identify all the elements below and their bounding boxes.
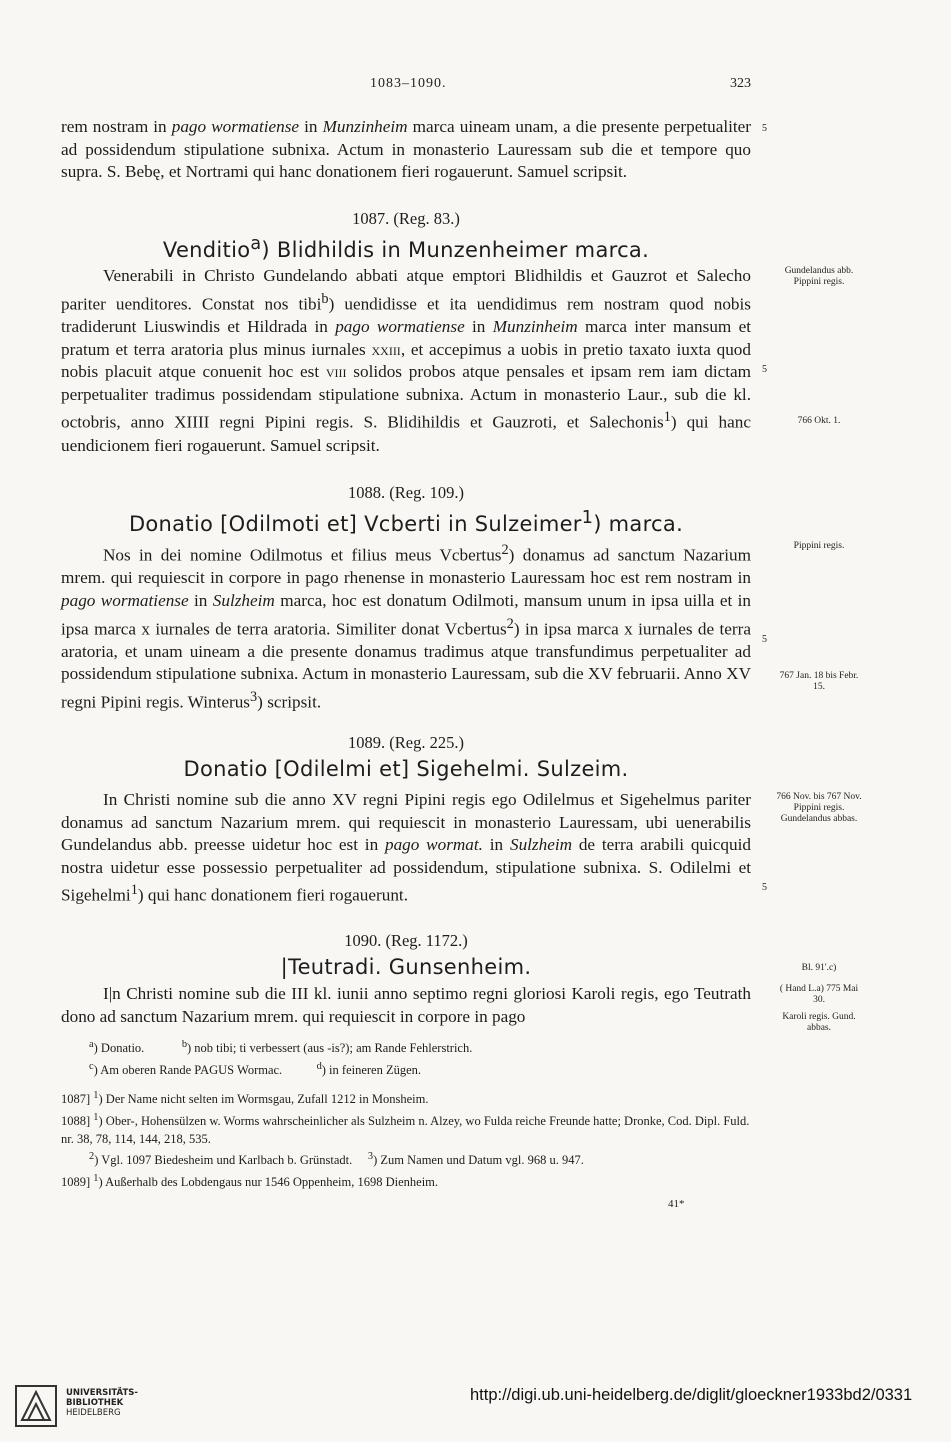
margin-note: Bl. 91'.c) xyxy=(801,963,837,973)
section-1089-body xyxy=(61,789,751,908)
margin-note: 766 Okt. 1. xyxy=(797,416,841,426)
section-1087-title: Venditio$^a$) Blidhildis in Munzenheimer marca. xyxy=(162,234,650,262)
section-1088-text: Nos in dei nomine Odilmotus et filius meus Vcbertus$^2$) donamus ad sanctum Nazarium mrem. qui requiescit in corpore in pago rhenense in monasterio Lauressam hoc est rem nostram in pago wormatiense in Sulzheim marca, hoc est donatum Odilmoti, mansum unum in ipsa uilla et in ipsa marca x iurnales de terra aratoria. Similiter donat Vcbertus$^2$) in ipsa marca x iurnales de terra aratoria, et unam uineam a die presente donamus tradimus atque transfundimus perpetualiter ad possidendum stipulatione subnixa. Actum in monasterio Lauressam, sub die XV februarii. Anno XV regni Pipini regis. Winterus$^3$) scripsit. xyxy=(61,542,751,712)
signature-mark: 41* xyxy=(668,1198,685,1210)
university-seal-icon xyxy=(14,1384,58,1428)
section-1087-body xyxy=(61,265,751,457)
section-1090-title: |Teutradi. Gunsenheim. xyxy=(280,955,532,979)
intro-paragraph xyxy=(61,116,751,184)
footnote-ab: $^a$) Donatio. $^b$) nob tibi; ti verbessert (aus -is?); am Rande Fehlerstrich. xyxy=(89,1039,473,1056)
section-1089-title: Donatio [Odilelmi et] Sigehelmi. Sulzeim. xyxy=(183,757,629,781)
footnote-1088-2: $^2$) Vgl. 1097 Biedesheim und Karlbach b. Grünstadt. $^3$) Zum Namen und Datum vgl. 968 u. 947. xyxy=(89,1151,584,1168)
section-1087-text: Venerabili in Christo Gundelando abbati atque emptori Blidhildis et Gauzrot et Salecho pariter uenditores. Constat nos tibi$^b$) uendidisse et ita uendidimus rem nostram quod nobis tradiderunt Liuswindis et Hildrada in pago wormatiense in Munzinheim marca inter mansum et pratum et terra aratoria plus minus iurnales xxiii, et accepimus a uobis in pretio taxato iuxta quod nobis placuit atque conuenit hoc est viii solidos probos atque pensales et ipsam rem iam dictam perpetualiter tradimus possidendam stipulatione subnixa. Actum in monasterio Laur., sub die kl. octobris, anno XIIII regni Pipini regis. S. Blidihildis et Gauzroti, et Salechonis$^1$) qui hanc uendicionem fieri rogauerunt. Samuel scripsit. xyxy=(61,266,752,455)
source-url-link[interactable]: http://digi.ub.uni-heidelberg.de/diglit/gloeckner1933bd2/0331 xyxy=(470,1386,913,1404)
line-marker: 5 xyxy=(762,123,767,134)
line-marker: 5 xyxy=(762,364,767,375)
line-marker: 5 xyxy=(762,882,767,893)
footnotes xyxy=(61,1036,751,1191)
section-1087-number: 1087. (Reg. 83.) xyxy=(352,209,460,228)
margin-note: ( Hand L.a) 775 Mai 30. xyxy=(779,984,859,1005)
section-1089-number: 1089. (Reg. 225.) xyxy=(348,733,464,752)
section-1088-title: Donatio [Odilmoti et] Vcberti in Sulzeimer$^1$) marca. xyxy=(128,508,684,536)
footnote-1088-1: 1088] $^1$) Ober-, Hohensülzen w. Worms wahrscheinlicher als Sulzheim n. Alzey, wo Fulda reiche Freunde hatte; Dronke, Cod. Dipl. Fuld. nr. 38, 78, 114, 144, 218, 535. xyxy=(61,1111,750,1146)
footnote-cd: $^c$) Am oberen Rande PAGUS Wormac. $^d$) in feineren Zügen. xyxy=(89,1060,422,1077)
section-1090-body xyxy=(61,983,751,1028)
margin-note: 767 Jan. 18 bis Febr. 15. xyxy=(779,671,859,692)
margin-note: Gundelandus abb. Pippini regis. xyxy=(784,266,854,287)
section-1090-number: 1090. (Reg. 1172.) xyxy=(344,931,468,950)
line-marker: 5 xyxy=(762,634,767,645)
margin-note: 766 Nov. bis 767 Nov. Pippini regis. Gundelandus abbas. xyxy=(776,792,862,824)
section-1090-text: I|n Christi nomine sub die III kl. iunii anno septimo regni gloriosi Karoli regis, ego Teutrath dono ad sanctum Nazarium mrem. qui requiescit in corpore in pago xyxy=(61,984,751,1026)
footnote-1087: 1087] $^1$) Der Name nicht selten im Wormsgau, Zufall 1212 in Monsheim. xyxy=(61,1090,429,1107)
footnote-1089: 1089] $^1$) Außerhalb des Lobdengaus nur 1546 Oppenheim, 1698 Dienheim. xyxy=(61,1172,439,1189)
library-name: UNIVERSITÄTS- BIBLIOTHEK HEIDELBERG xyxy=(66,1388,138,1418)
page-number: 323 xyxy=(730,76,751,91)
section-1088-number: 1088. (Reg. 109.) xyxy=(348,483,464,502)
section-1088-body xyxy=(61,539,751,714)
margin-note: Karoli regis. Gund. abbas. xyxy=(782,1012,856,1033)
running-head: 1083–1090. xyxy=(370,76,447,91)
section-1089-text: In Christi nomine sub die anno XV regni Pipini regis ego Odilelmus et Sigehelmus pariter donamus ad sanctum Nazarium mrem. qui requiescit in monasterio Lauressam, ubi uenerabilis Gundelandus abb. preesse uidetur hoc est in pago wormat. in Sulzheim de terra arabili quicquid nostra uidetur esse possessio perpetualiter ad possidendum, stipulatione subnixa. S. Odilelmi et Sigehelmi$^1$) qui hanc donationem fieri rogauerunt. xyxy=(61,790,751,906)
intro-text: rem nostram in pago wormatiense in Munzinheim marca uineam unam, a die presente perpetualiter ad possidendum stipulatione subnixa. Actum in monasterio Lauressam sub die et tempore quo supra. S. Bebę, et Nortrami qui hanc donationem fieri rogauerunt. Samuel scripsit. xyxy=(61,117,752,182)
margin-note: Pippini regis. xyxy=(793,541,845,551)
